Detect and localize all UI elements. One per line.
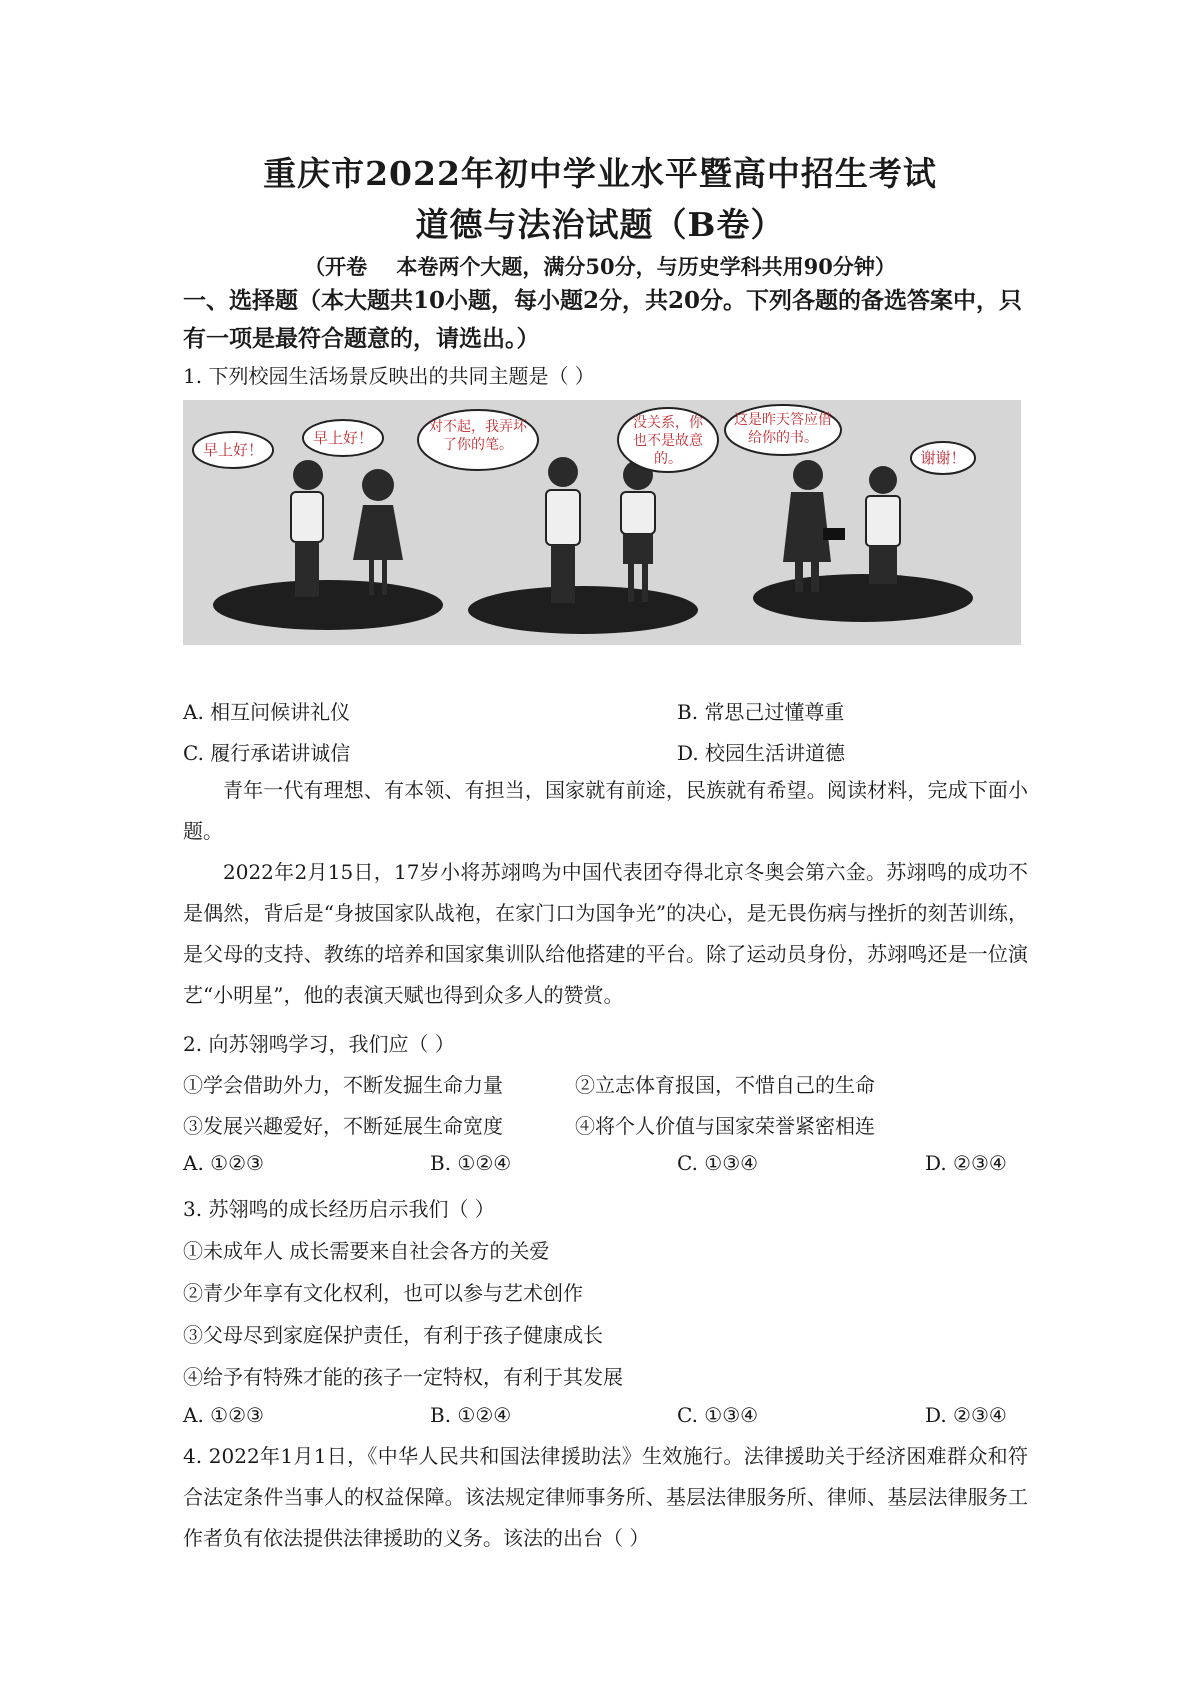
q3-option-b: B. ①②④ bbox=[430, 1403, 512, 1427]
section-heading: 一、选择题（本大题共10小题，每小题2分，共20分。下列各题的备选答案中，只有一项是最符合题意的，请选出。） bbox=[183, 287, 1023, 352]
q2-option-d: D. ②③④ bbox=[925, 1151, 1007, 1175]
q1-option-b: B. 常思己过懂尊重 bbox=[677, 700, 845, 724]
scene-1-figures bbox=[291, 460, 403, 597]
bubble-1-text: 早上好！ bbox=[202, 441, 264, 459]
reading-intro: 青年一代有理想、有本领、有担当，国家就有前途，民族就有希望。阅读材料，完成下面小题。 bbox=[183, 778, 1028, 843]
q3-option-d: D. ②③④ bbox=[925, 1403, 1007, 1427]
q2-option-a: A. ①②③ bbox=[183, 1151, 264, 1175]
q3-option-a: A. ①②③ bbox=[183, 1403, 264, 1427]
question-3-stem: 3. 苏翎鸣的成长经历启示我们（ ） bbox=[183, 1197, 495, 1221]
question-1-illustration bbox=[183, 400, 1021, 645]
scene-3-figures bbox=[783, 460, 900, 592]
reading-material: 2022年2月15日，17岁小将苏翊鸣为中国代表团夺得北京冬奥会第六金。苏翊鸣的成功不是偶然，背后是“身披国家队战袍，在家门口为国争光”的决心，是无畏伤病与挫折的刻苦训练，是父母的支持、教练的培养和国家集训队给他搭建的平台。除了运动员身份，苏翊鸣还是一位演艺“小明星”，他的表演天赋也得到众多人的赞赏。 bbox=[183, 860, 1028, 1007]
q3-statement-2: ②青少年享有文化权利，也可以参与艺术创作 bbox=[183, 1281, 583, 1305]
q2-statement-2: ②立志体育报国，不惜自己的生命 bbox=[575, 1073, 875, 1097]
q3-option-c: C. ①③④ bbox=[677, 1403, 759, 1427]
q1-option-d: D. 校园生活讲道德 bbox=[677, 741, 846, 765]
question-1-stem: 1. 下列校园生活场景反映出的共同主题是（ ） bbox=[183, 364, 595, 388]
q3-statement-4: ④给予有特殊才能的孩子一定特权，有利于其发展 bbox=[183, 1365, 623, 1389]
q2-statement-1: ①学会借助外力，不断发掘生命力量 bbox=[183, 1073, 503, 1097]
q3-statement-1: ①未成年人 成长需要来自社会各方的关爱 bbox=[183, 1239, 550, 1263]
bubble-3-text: 对不起，我弄坏了你的笔。 bbox=[429, 419, 527, 453]
exam-subject-title: 道德与法治试题（B卷） bbox=[415, 205, 785, 244]
campus-scenes-drawing bbox=[183, 400, 1021, 645]
q2-statement-3: ③发展兴趣爱好，不断延展生命宽度 bbox=[183, 1114, 503, 1138]
question-4-text: 4. 2022年1月1日，《中华人民共和国法律援助法》生效施行。法律援助关于经济困难群众和符合法定条件当事人的权益保障。该法规定律师事务所、基层法律服务所、律师、基层法律服务工作者负有依法提供法律援助的义务。该法的出台（ ） bbox=[183, 1444, 1028, 1550]
q2-option-b: B. ①②④ bbox=[430, 1151, 512, 1175]
question-2-stem: 2. 向苏翎鸣学习，我们应（ ） bbox=[183, 1032, 455, 1056]
q1-option-c: C. 履行承诺讲诚信 bbox=[183, 741, 351, 765]
scene-2-figures bbox=[546, 457, 655, 603]
bubble-6-text: 谢谢！ bbox=[920, 449, 966, 467]
bubble-5-text: 这是昨天答应借给你的书。 bbox=[734, 412, 832, 446]
bubble-2-text: 早上好！ bbox=[312, 429, 374, 447]
exam-title: 重庆市2022年初中学业水平暨高中招生考试 bbox=[263, 154, 937, 193]
bubble-4-textbox bbox=[630, 414, 706, 470]
q1-option-a: A. 相互问候讲礼仪 bbox=[183, 700, 351, 724]
bubble-4-text: 没关系，你也不是故意的。 bbox=[633, 415, 703, 467]
bubble-3-textbox bbox=[426, 418, 530, 466]
bubble-5-textbox bbox=[733, 411, 833, 451]
q3-statement-3: ③父母尽到家庭保护责任，有利于孩子健康成长 bbox=[183, 1323, 603, 1347]
q2-statement-4: ④将个人价值与国家荣誉紧密相连 bbox=[575, 1114, 875, 1138]
q2-option-c: C. ①③④ bbox=[677, 1151, 759, 1175]
exam-instructions: （开卷 本卷两个大题，满分50分，与历史学科共用90分钟） bbox=[304, 254, 896, 279]
